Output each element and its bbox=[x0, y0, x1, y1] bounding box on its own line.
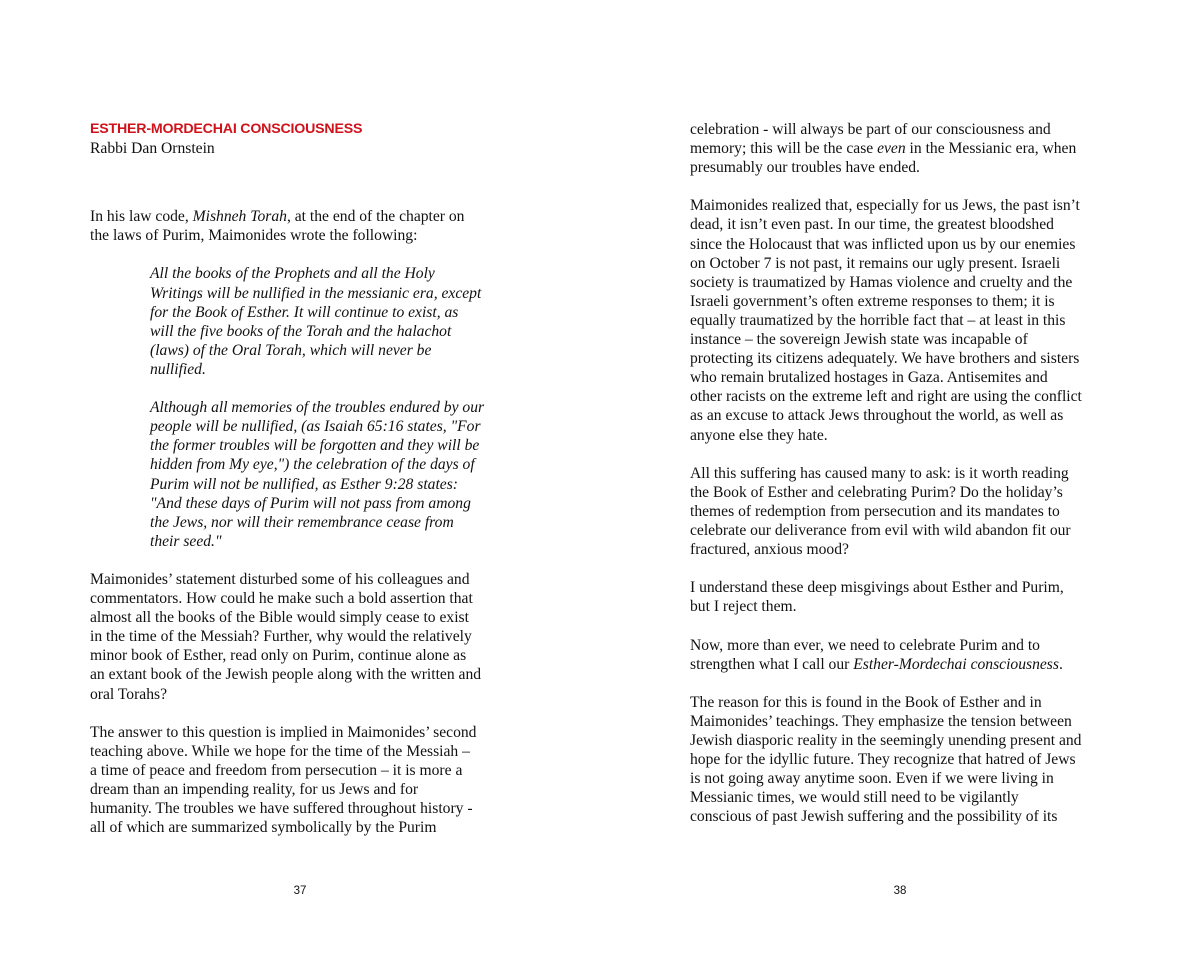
body-paragraph: celebration - will always be part of our consciousness and memory; this will be the case even in the Messianic era, when presumably our troubles have ended. bbox=[690, 121, 1077, 177]
quote-line: the former troubles will be forgotten and they will be bbox=[150, 437, 480, 455]
quote-line: will the five books of the Torah and the halachot bbox=[150, 322, 452, 340]
article-author: Rabbi Dan Ornstein bbox=[90, 140, 215, 158]
quote-line: Although all memories of the troubles endured by our bbox=[150, 399, 485, 417]
body-paragraph: The reason for this is found in the Book of Esther and in Maimonides’ teachings. They emphasize the tension between Jewish diasporic reality in the seemingly unending present and hope for the idyllic future. They recognize that hatred of Jews is not going away anytime soon. Even if we were living in Messianic times, we would still need to be vigilantly conscious of past Jewish suffering and the possibility of its bbox=[690, 693, 1082, 826]
right-page-text bbox=[690, 120, 1120, 846]
quote-line: "And these days of Purim will not pass from among bbox=[150, 494, 471, 512]
left-page-text bbox=[90, 120, 520, 856]
body-paragraph: Maimonides realized that, especially for us Jews, the past isn’t dead, it isn’t even past. In our time, the greatest bloodshed since the Holocaust that was inflicted upon us by our enemies on October 7 is not past, it remains our ugly present. Israeli society is traumatized by Hamas violence and cruelty and the Israeli government’s often extreme responses to them; it is equally traumatized by the horrible fact that – at least in this instance – the sovereign Jewish state was incapable of protecting its citizens adequately. We have brothers and sisters who remain brutalized hostages in Gaza. Antisemites and other racists on the extreme left and right are using the conflict as an excuse to attack Jews throughout the world, as well as anyone else they hate. bbox=[690, 197, 1082, 444]
body-paragraph: All this suffering has caused many to ask: is it worth reading the Book of Esther and celebrating Purim? Do the holiday’s themes of redemption from persecution and its mandates to celebrate our deliverance from evil with wild abandon fit our fractured, anxious mood? bbox=[690, 464, 1071, 559]
block-quote-1 bbox=[150, 264, 520, 379]
body-paragraph: I understand these deep misgivings about Esther and Purim, but I reject them. bbox=[690, 579, 1064, 616]
quote-line: Writings will be nullified in the messianic era, except bbox=[150, 284, 482, 302]
quote-line: their seed." bbox=[150, 532, 222, 550]
book-title-mishneh-torah: Mishneh Torah bbox=[192, 208, 287, 226]
intro-paragraph bbox=[90, 207, 520, 245]
quote-line: (laws) of the Oral Torah, which will never be bbox=[150, 341, 432, 359]
quote-line: people will be nullified, (as Isaiah 65:16 states, "For bbox=[150, 418, 481, 436]
quote-line: nullified. bbox=[150, 360, 206, 378]
body-paragraph: Maimonides’ statement disturbed some of his colleagues and commentators. How could he make such a bold assertion that almost all the books of the Bible would simply cease to exist in the time of the Messiah? Further, why would the relatively minor book of Esther, read only on Purim, continue alone as an extant book of the Jewish people along with the written and oral Torahs? bbox=[90, 570, 482, 703]
intro-line: In his law code, Mishneh Torah, at the end of the chapter on bbox=[90, 208, 465, 226]
article-title: ESTHER-MORDECHAI CONSCIOUSNESS bbox=[90, 121, 363, 137]
body-paragraph: Now, more than ever, we need to celebrate Purim and to strengthen what I call our Esther-Mordechai consciousness. bbox=[690, 636, 1063, 673]
emphasis-even: even bbox=[877, 140, 906, 158]
block-quote-2 bbox=[150, 398, 520, 551]
right-page bbox=[600, 0, 1200, 960]
quote-line: hidden from My eye,") the celebration of the days of bbox=[150, 456, 475, 474]
page-number: 38 bbox=[893, 885, 907, 897]
quote-line: for the Book of Esther. It will continue to exist, as bbox=[150, 303, 459, 321]
emphasis-esther-mordechai-consciousness: Esther-Mordechai consciousness bbox=[853, 655, 1059, 673]
quote-line: All the books of the Prophets and all the Holy bbox=[150, 265, 435, 283]
page-number: 37 bbox=[293, 885, 307, 897]
body-paragraph: The answer to this question is implied in Maimonides’ second teaching above. While we hope for the time of the Messiah – a time of peace and freedom from persecution – it is more a dream than an impending reality, for us Jews and for humanity. The troubles we have suffered throughout history - all of which are summarized symbolically by the Purim bbox=[90, 723, 477, 837]
quote-line: Purim will not be nullified, as Esther 9:28 states: bbox=[150, 475, 458, 493]
intro-line: the laws of Purim, Maimonides wrote the following: bbox=[90, 227, 418, 245]
quote-line: the Jews, nor will their remembrance cease from bbox=[150, 513, 454, 531]
